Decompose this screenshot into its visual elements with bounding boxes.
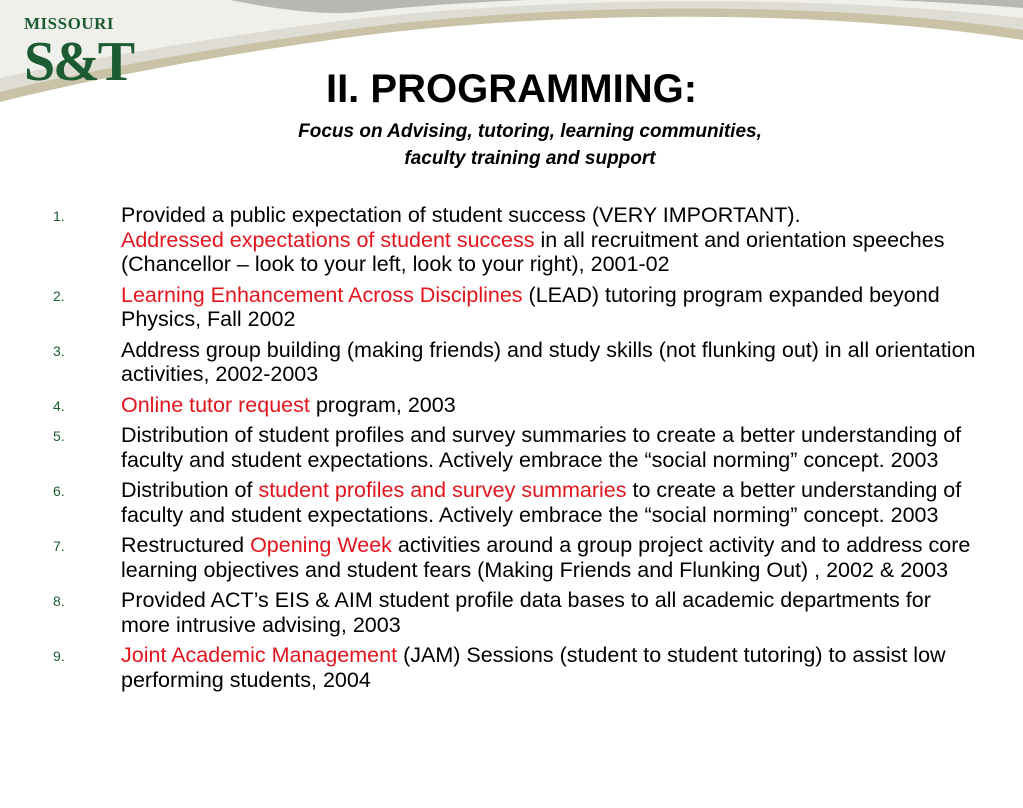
list-item-4 xyxy=(0,393,1023,418)
item-text: activities around a group project activity and to address core learning objectives and student fears (Making Friends and Flunking Out) , 2002 & 2003 xyxy=(121,533,971,582)
item-text: (JAM) Sessions (student to student tutoring) to assist low performing students, 2004 xyxy=(121,643,946,692)
list-number: 5. xyxy=(53,428,65,444)
highlight-text: student profiles and survey summaries xyxy=(258,478,627,502)
item-text: Address group building (making friends) and study skills (not flunking out) in all orientation activities, 2002-2003 xyxy=(121,337,976,386)
list-number: 4. xyxy=(53,397,65,414)
list-number: 1. xyxy=(53,208,65,224)
item-text: Distribution of student profiles and survey summaries to create a better understanding of faculty and student expectations. Actively embrace the “social norming” concept. 2003 xyxy=(121,423,962,472)
highlight-text: Addressed expectations of student success xyxy=(121,227,535,252)
list-item-5 xyxy=(0,423,1023,472)
item-text: Distribution of xyxy=(121,478,253,502)
highlight-text: Joint Academic Management xyxy=(121,643,398,667)
list-item-text xyxy=(121,338,981,387)
item-text: (LEAD) tutoring program expanded beyond Physics, Fall 2002 xyxy=(121,282,940,331)
list-item-text xyxy=(121,283,981,332)
subtitle-line-2: faculty training and support xyxy=(404,148,656,169)
list-item-6 xyxy=(0,478,1023,527)
programming-list xyxy=(0,203,1023,698)
list-number: 2. xyxy=(53,287,65,304)
item-text: Provided a public expectation of student success (VERY IMPORTANT). xyxy=(121,203,801,227)
list-item-text xyxy=(121,533,981,582)
list-item-2 xyxy=(0,283,1023,332)
subtitle-line-1: Focus on Advising, tutoring, learning communities, xyxy=(298,121,762,142)
item-text: program, 2003 xyxy=(315,392,456,417)
list-item-8 xyxy=(0,588,1023,637)
list-number: 7. xyxy=(53,538,65,554)
list-number: 3. xyxy=(53,342,65,359)
list-item-7 xyxy=(0,533,1023,582)
page-title: II. PROGRAMMING: xyxy=(325,67,698,111)
list-number: 6. xyxy=(53,483,65,499)
list-item-text xyxy=(121,478,981,527)
item-text: Restructured xyxy=(121,533,245,557)
list-item-text xyxy=(121,393,981,418)
list-number: 9. xyxy=(53,648,65,664)
list-item-9 xyxy=(0,643,1023,692)
list-item-text xyxy=(121,423,981,472)
highlight-text: Opening Week xyxy=(250,533,392,557)
list-number: 8. xyxy=(53,593,65,609)
highlight-text: Learning Enhancement Across Disciplines xyxy=(121,282,523,307)
highlight-text: Online tutor request xyxy=(121,392,310,417)
page-subtitle xyxy=(230,118,830,172)
list-item-3 xyxy=(0,338,1023,387)
list-item-1 xyxy=(0,203,1023,277)
item-text: in all recruitment and orientation speeches (Chancellor – look to your left, look to your right), 2001-02 xyxy=(121,227,945,276)
list-item-text xyxy=(121,588,981,637)
list-item-text xyxy=(121,643,981,692)
logo-top-text: MISSOURI xyxy=(24,14,114,33)
logo-main-text: S&T xyxy=(24,31,134,93)
item-text: Provided ACT’s EIS & AIM student profile data bases to all academic departments for more intrusive advising, 2003 xyxy=(121,588,931,637)
list-item-text xyxy=(121,203,981,277)
item-text: to create a better understanding of faculty and student expectations. Actively embrace the “social norming” concept. 2003 xyxy=(121,478,962,527)
